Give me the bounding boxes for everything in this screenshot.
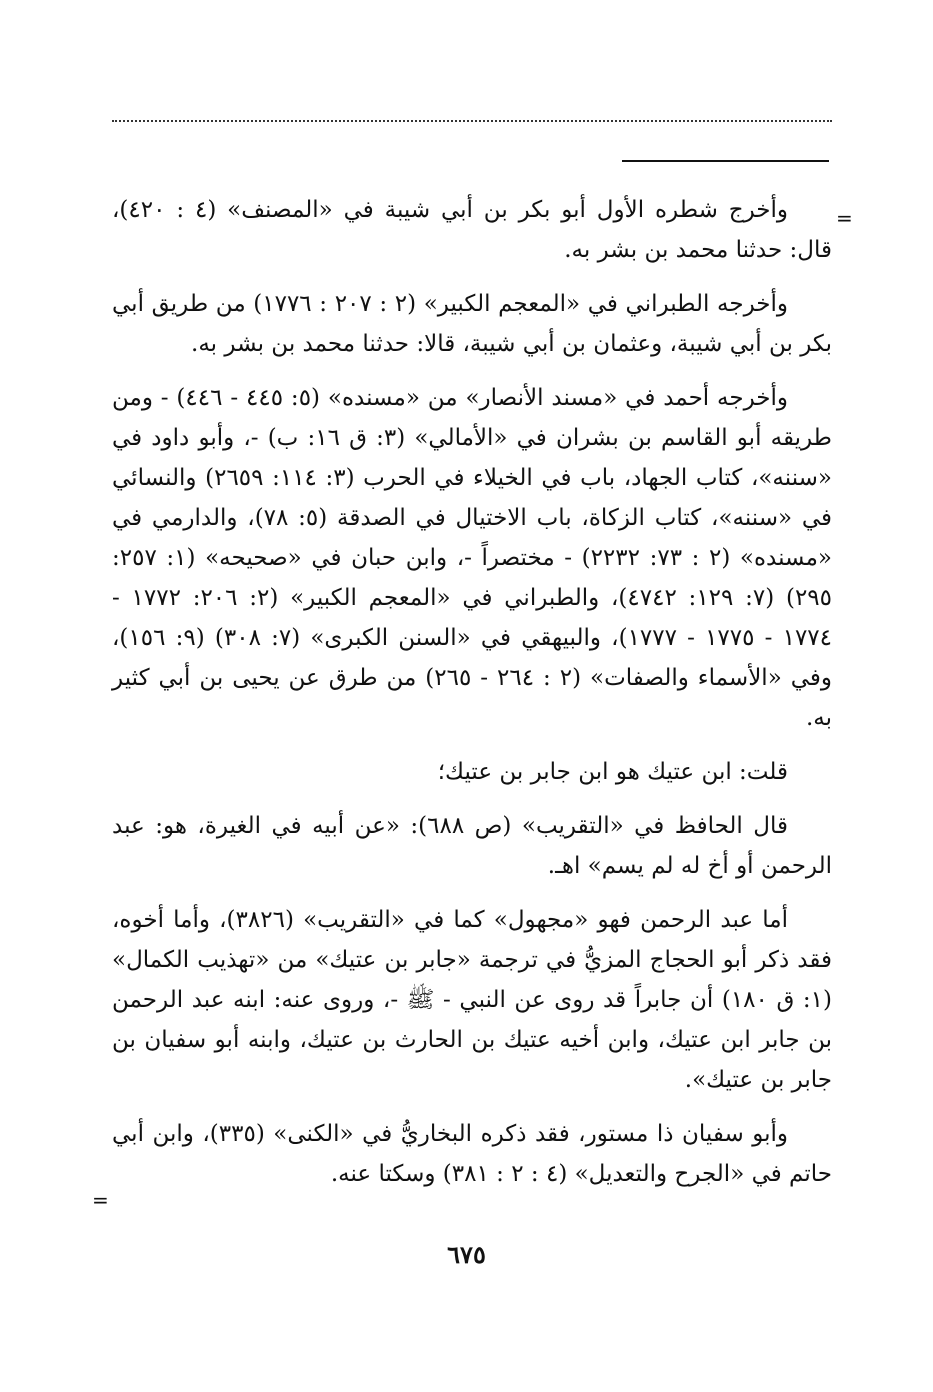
continuation-mark-bottom: = bbox=[92, 1188, 109, 1212]
footnote-paragraph: وأخرجه أحمد في «مسند الأنصار» من «مسنده» (٥: ٤٤٥ - ٤٤٦) - ومن طريقه أبو القاسم بن بشران في «الأمالي» (٣: ق ١٦: ب) -، وأبو داود في «سننه»، كتاب الجهاد، باب في الخيلاء في الحرب (٣: ١١٤: ٢٦٥٩) والنسائي في «سننه»، كتاب الزكاة، باب الاختيال في الصدقة (٥: ٧٨)، والدارمي في «مسنده» (٢ : ٧٣: ٢٢٣٢) - مختصراً -، وابن حبان في «صحيحه» (١: ٢٥٧: ٢٩٥) (٧: ١٢٩: ٤٧٤٢)، والطبراني في «المعجم الكبير» (٢: ٢٠٦: ١٧٧٢ - ١٧٧٤ - ١٧٧٥ - ١٧٧٧)، والبيهقي في «السنن الكبرى» (٧: ٣٠٨) (٩: ١٥٦)، وفي «الأسماء والصفات» (٢ : ٢٦٤ - ٢٦٥) من طرق عن يحيى بن أبي كثير به. bbox=[112, 385, 833, 731]
continuation-mark-top: = bbox=[836, 206, 853, 230]
footnote-rule bbox=[622, 160, 829, 162]
page-number: ٦٧٥ bbox=[447, 1240, 486, 1269]
dotted-separator bbox=[112, 120, 832, 122]
footnote-block bbox=[112, 190, 832, 1208]
footnote-paragraph: أما عبد الرحمن فهو «مجهول» كما في «التقريب» (٣٨٢٦)، وأما أخوه، فقد ذكر أبو الحجاج المزيُّ في ترجمة «جابر بن عتيك» من «تهذيب الكمال» (١: ق ١٨٠) أن جابراً قد روى عن النبي - ﷺ -، وروى عنه: ابنه عبد الرحمن بن جابر ابن عتيك، وابن أخيه عتيك بن الحارث بن عتيك، وابنه أبو سفيان بن جابر بن عتيك». bbox=[112, 907, 832, 1093]
footnote-paragraph: وأخرج شطره الأول أبو بكر بن أبي شيبة في «المصنف» (٤ : ٤٢٠)، قال: حدثنا محمد بن بشر به. bbox=[112, 197, 832, 263]
footnote-paragraph: وأبو سفيان ذا مستور، فقد ذكره البخاريُّ في «الكنى» (٣٣٥)، وابن أبي حاتم في «الجرح والتعديل» (٤ : ٢ : ٣٨١) وسكتا عنه. bbox=[112, 1121, 832, 1187]
footnote-paragraph: قال الحافظ في «التقريب» (ص ٦٨٨): «عن أبيه في الغيرة، هو: عبد الرحمن أو أخ له لم يسم» اهـ. bbox=[112, 813, 832, 879]
footnote-paragraph: قلت: ابن عتيك هو ابن جابر بن عتيك؛ bbox=[437, 759, 788, 785]
footnote-paragraph: وأخرجه الطبراني في «المعجم الكبير» (٢ : ٢٠٧ : ١٧٧٦) من طريق أبي بكر بن أبي شيبة، وعثمان بن أبي شيبة، قالا: حدثنا محمد بن بشر به. bbox=[112, 291, 832, 357]
